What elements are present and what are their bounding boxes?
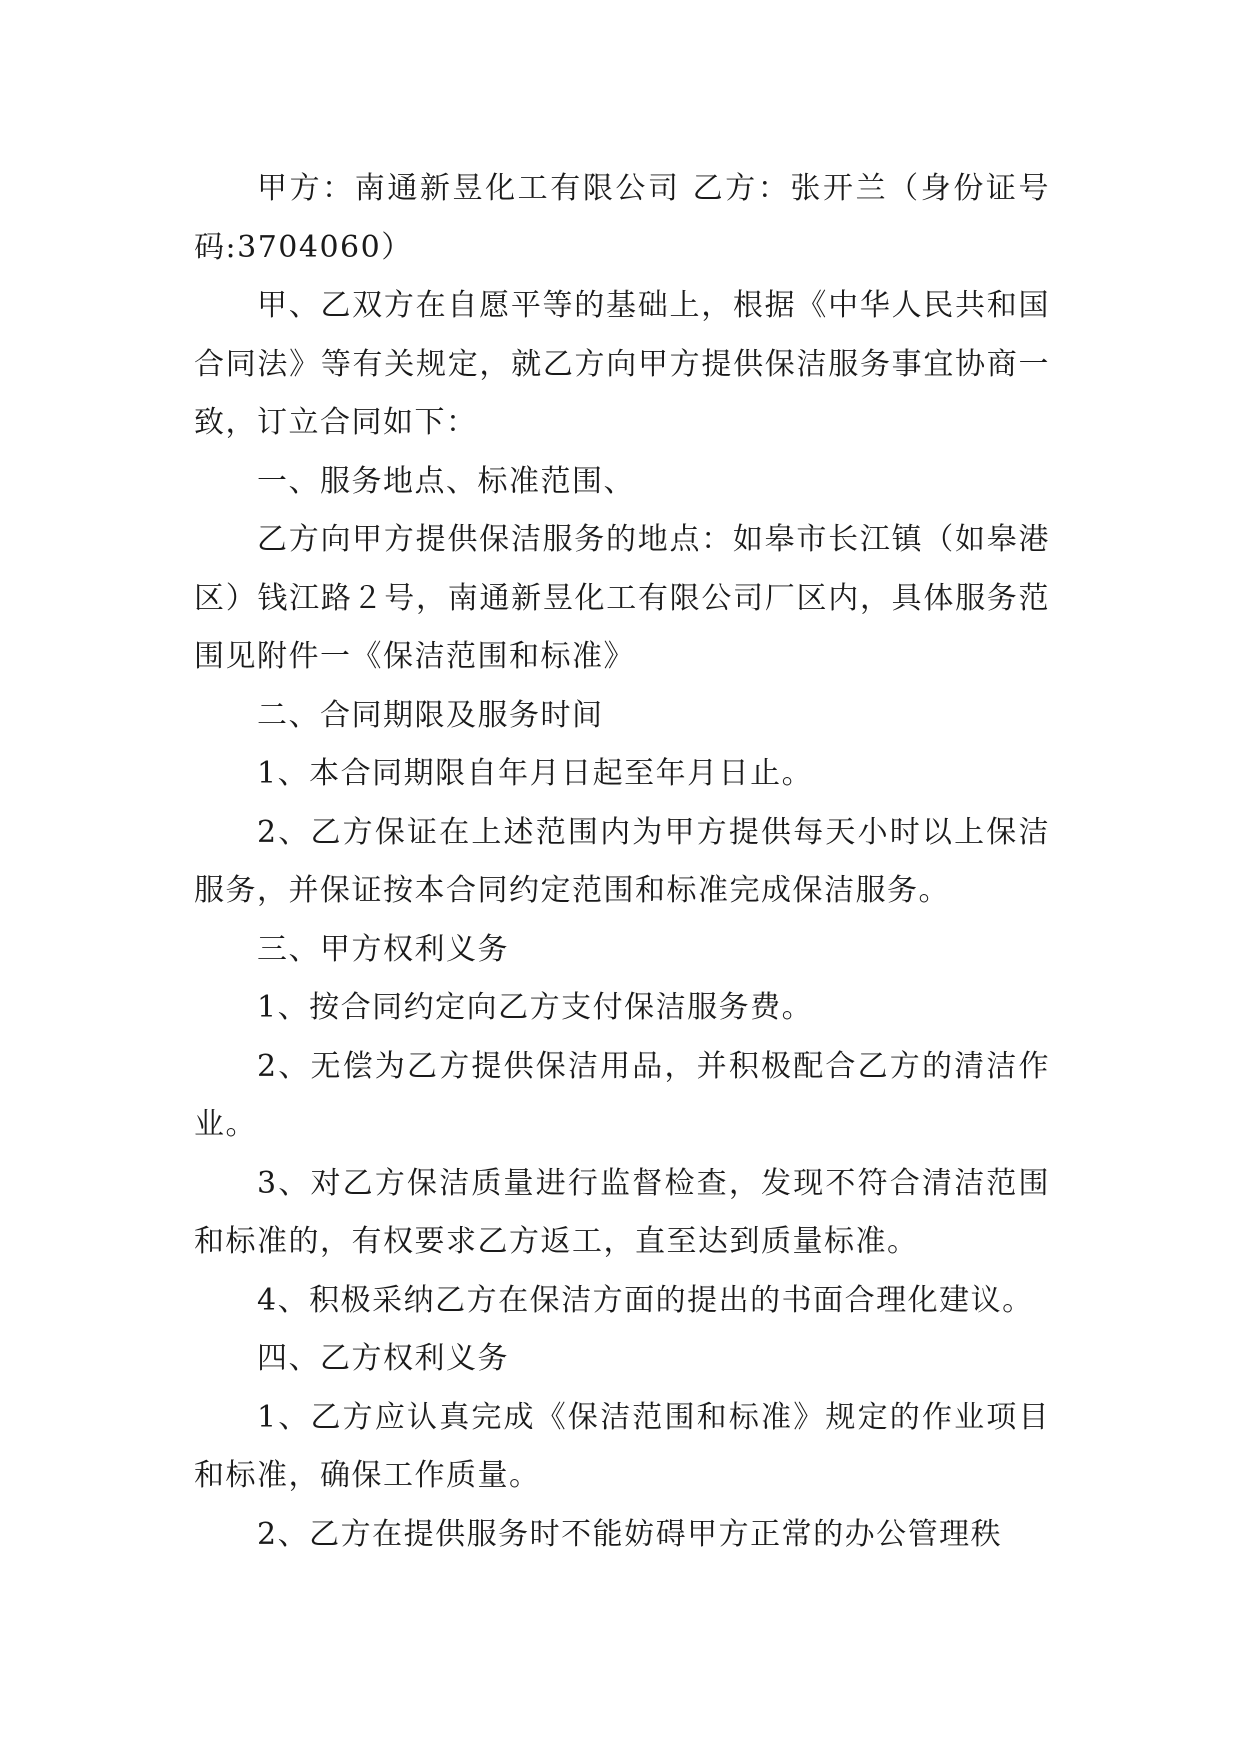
section-heading-3: 三、甲方权利义务 xyxy=(257,931,509,967)
clause-2-2: 2、乙方保证在上述范围内为甲方提供每天小时以上保洁服务，并保证按本合同约定范围和标准完成保洁服务。 xyxy=(194,814,1050,908)
clause-3-3: 3、对乙方保洁质量进行监督检查，发现不符合清洁范围和标准的，有权要求乙方返工，直至达到质量标准。 xyxy=(194,1165,1050,1259)
section-heading-2: 二、合同期限及服务时间 xyxy=(257,697,604,733)
clause-3-4: 4、积极采纳乙方在保洁方面的提出的书面合理化建议。 xyxy=(257,1282,1034,1318)
clause-2-1: 1、本合同期限自年月日起至年月日止。 xyxy=(257,756,814,791)
preamble-paragraph: 甲、乙双方在自愿平等的基础上，根据《中华人民共和国合同法》等有关规定，就乙方向甲方提供保洁服务事宜协商一致，订立合同如下： xyxy=(194,288,1050,440)
clause-3-1: 1、按合同约定向乙方支付保洁服务费。 xyxy=(257,990,814,1025)
section-heading-1: 一、服务地点、标准范围、 xyxy=(257,463,635,499)
clause-4-1: 1、乙方应认真完成《保洁范围和标准》规定的作业项目和标准，确保工作质量。 xyxy=(194,1399,1050,1493)
clause-4-2: 2、乙方在提供服务时不能妨碍甲方正常的办公管理秩 xyxy=(257,1516,1003,1552)
clause-3-2: 2、无偿为乙方提供保洁用品，并积极配合乙方的清洁作业。 xyxy=(194,1048,1050,1142)
section-heading-4: 四、乙方权利义务 xyxy=(257,1341,509,1376)
document-body xyxy=(194,160,1050,1564)
service-location-paragraph: 乙方向甲方提供保洁服务的地点：如皋市长江镇（如皋港区）钱江路２号，南通新昱化工有限公司厂区内，具体服务范围见附件一《保洁范围和标准》 xyxy=(194,522,1050,674)
parties-paragraph: 甲方：南通新昱化工有限公司 乙方：张开兰（身份证号码:3704060） xyxy=(194,171,1050,265)
